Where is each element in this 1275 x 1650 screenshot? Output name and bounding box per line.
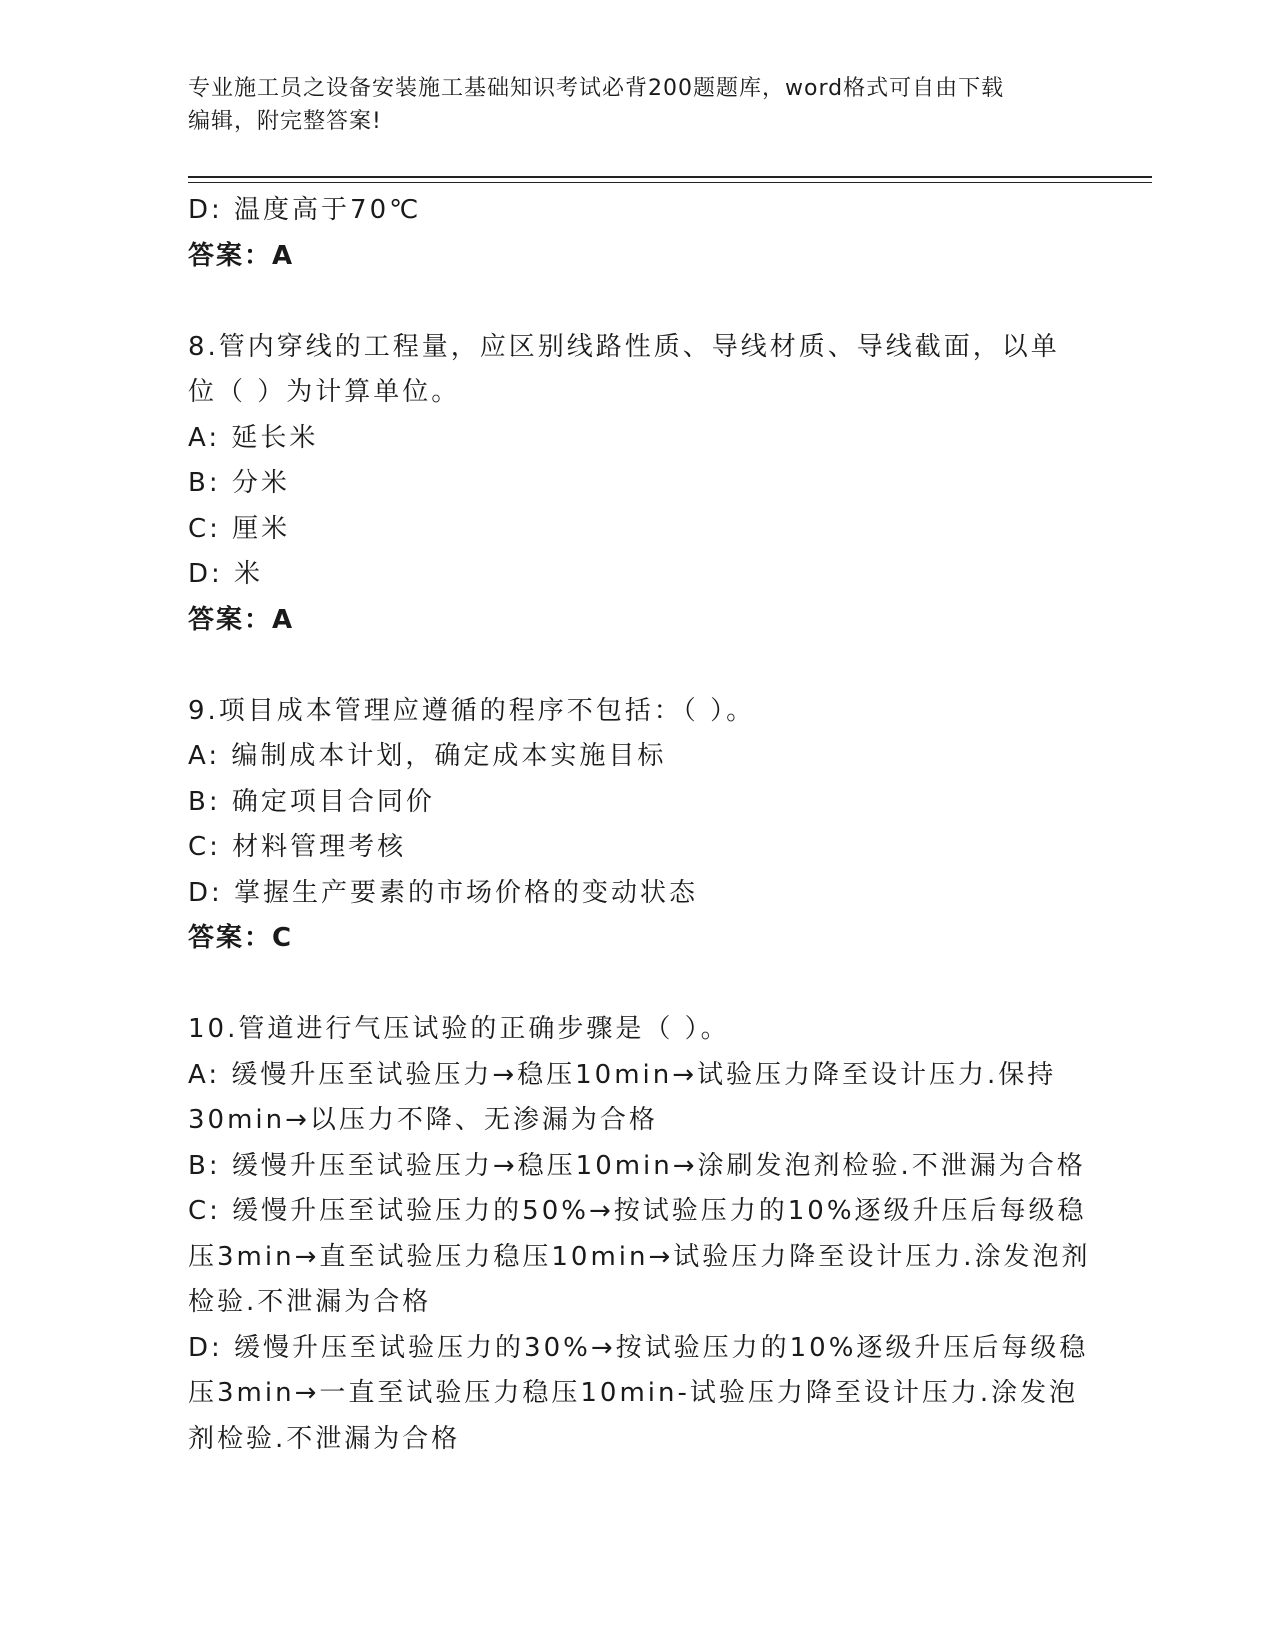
q8-answer: 答案：A [188, 604, 295, 635]
q9-option-b: B: 确定项目合同价 [188, 786, 435, 817]
q7-answer: 答案：A [188, 240, 295, 271]
q10-option-c-line-3: 检验.不泄漏为合格 [188, 1287, 432, 1317]
spacer [188, 643, 1088, 689]
q10-option-c-line-2: 压3min→直至试验压力稳压10min→试验压力降至设计压力.涂发泡剂 [188, 1241, 1091, 1272]
q10-option-b: B: 缓慢升压至试验压力→稳压10min→涂刷发泡剂检验.不泄漏为合格 [188, 1150, 1086, 1181]
q10-option-a-line-2: 30min→以压力不降、无渗漏为合格 [188, 1105, 658, 1135]
spacer [188, 279, 1088, 325]
q10-stem: 10.管道进行气压试验的正确步骤是（ ）。 [188, 1014, 730, 1044]
q9-option-d: D: 掌握生产要素的市场价格的变动状态 [188, 877, 699, 908]
q8-option-a: A: 延长米 [188, 422, 319, 453]
header-title-line-1: 专业施工员之设备安装施工基础知识考试必背200题题库，word格式可自由下载 [188, 76, 1005, 101]
header-divider-thick [188, 176, 1152, 178]
header-title-line-2: 编辑，附完整答案! [188, 109, 382, 134]
q10-option-d-line-1: D: 缓慢升压至试验压力的30%→按试验压力的10%逐级升压后每级稳 [188, 1332, 1089, 1363]
q10-option-d-line-3: 剂检验.不泄漏为合格 [188, 1423, 461, 1454]
q10-option-d-line-2: 压3min→一直至试验压力稳压10min-试验压力降至设计压力.涂发泡 [188, 1378, 1079, 1408]
q10-option-c-line-1: C: 缓慢升压至试验压力的50%→按试验压力的10%逐级升压后每级稳 [188, 1196, 1087, 1226]
q8-stem-line-2: 位（ ）为计算单位。 [188, 377, 461, 407]
q8-option-c: C: 厘米 [188, 513, 291, 544]
q9-answer: 答案：C [188, 923, 294, 953]
q8-option-d: D: 米 [188, 559, 264, 589]
q9-option-a: A: 编制成本计划，确定成本实施目标 [188, 741, 667, 771]
document-header [188, 72, 1088, 138]
question-list [188, 188, 1091, 1462]
q9-stem: 9.项目成本管理应遵循的程序不包括：（ ）。 [188, 695, 756, 726]
q8-stem-line-1: 8.管内穿线的工程量，应区别线路性质、导线材质、导线截面，以单 [188, 331, 1060, 362]
spacer [188, 962, 1088, 1008]
q7-option-d: D: 温度高于70℃ [188, 195, 422, 225]
header-divider-thin [188, 182, 1152, 183]
q8-option-b: B: 分米 [188, 468, 290, 498]
q9-option-c: C: 材料管理考核 [188, 832, 407, 862]
q10-option-a-line-1: A: 缓慢升压至试验压力→稳压10min→试验压力降至设计压力.保持 [188, 1059, 1057, 1090]
